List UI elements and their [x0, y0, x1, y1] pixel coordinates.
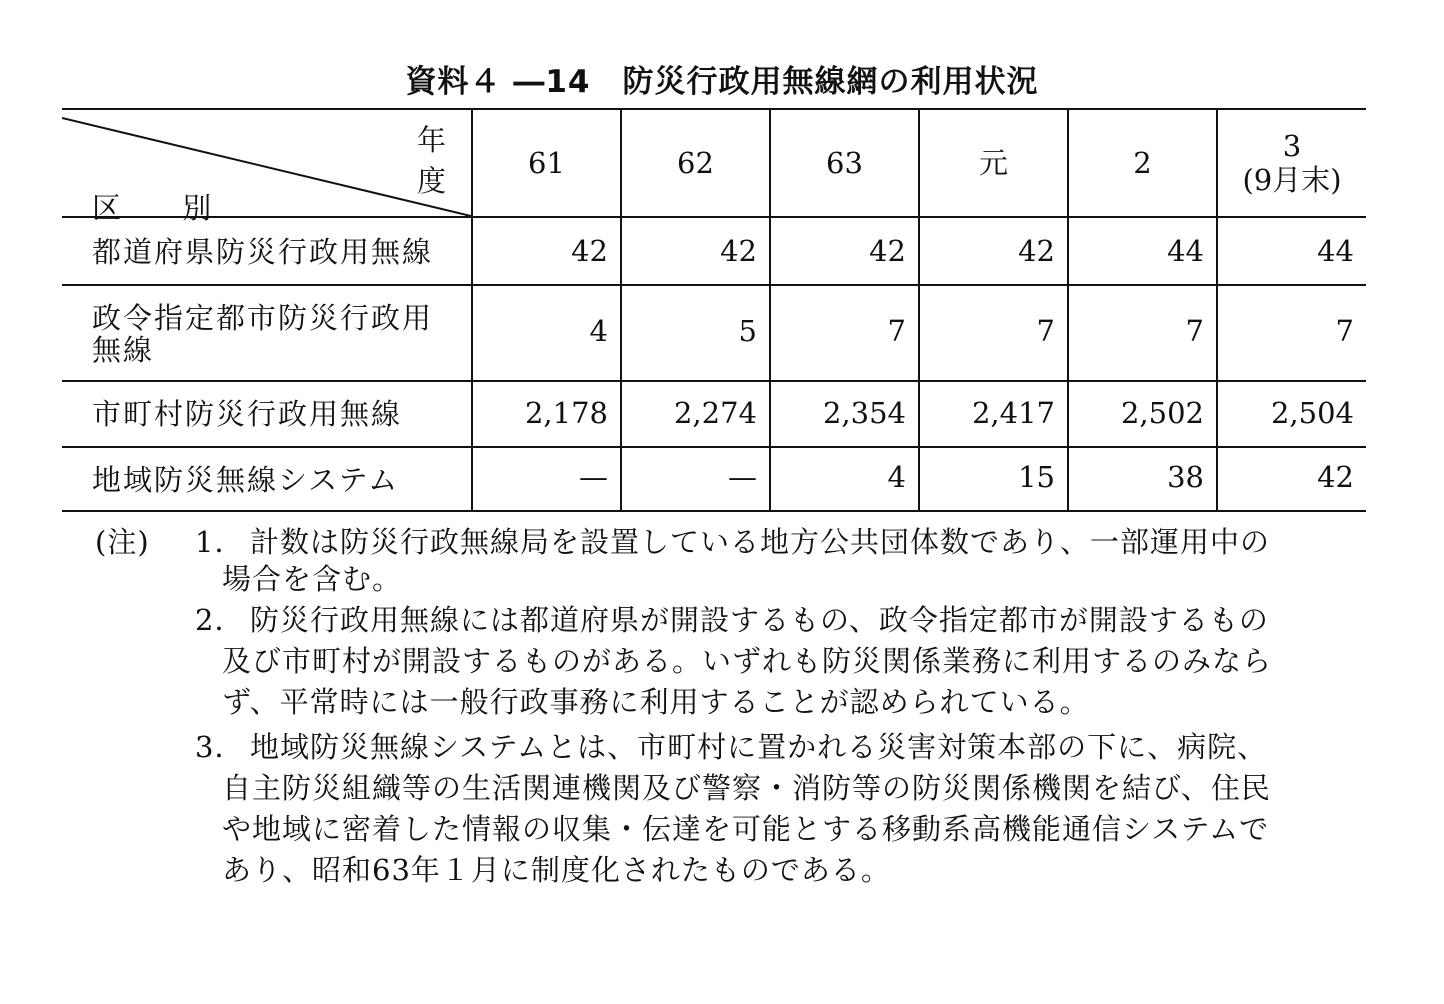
- note-line: 自主防災組織等の生活関連機関及び警察・消防等の防災関係機関を結び、住民: [222, 771, 1271, 805]
- year-main: 62: [677, 146, 714, 180]
- row-label-line: 地域防災無線システム: [92, 463, 400, 497]
- note-line: ず、平常時には一般行政事務に利用することが認められている。: [222, 685, 1090, 719]
- year-header-61: [473, 110, 620, 216]
- table-cell: 42: [720, 234, 757, 268]
- note-line: 及び市町村が開設するものがある。いずれも防災関係業務に利用するのみなら: [222, 644, 1273, 678]
- table-cell: 7: [1335, 314, 1354, 348]
- row-label-designated-city: [92, 302, 433, 366]
- table-cell: 2,354: [822, 396, 906, 430]
- year-main: 元: [978, 146, 1008, 180]
- year-header-gannen: [920, 110, 1067, 216]
- year-main: 63: [826, 146, 863, 180]
- table-cell: —: [579, 460, 608, 494]
- note-line: 計数は防災行政無線局を設置している地方公共団体数であり、一部運用中の: [250, 525, 1271, 559]
- note-line: 防災行政用無線には都道府県が開設するもの、政令指定都市が開設するもの: [250, 603, 1269, 637]
- year-header-63: [771, 110, 918, 216]
- table-cell: 4: [589, 314, 608, 348]
- year-sub: (9月末): [1242, 163, 1342, 197]
- row-label-prefectural: [92, 236, 433, 268]
- table-cell: 2,417: [971, 396, 1055, 430]
- note-line: 地域防災無線システムとは、市町村に置かれる災害対策本部の下に、病院、: [250, 730, 1268, 764]
- table-cell: 4: [887, 460, 906, 494]
- year-header-3: [1218, 110, 1366, 216]
- note-number: 3．: [195, 730, 245, 764]
- usage-table: [62, 108, 1366, 512]
- table-cell: 2,274: [673, 396, 757, 430]
- note-number: 2．: [195, 603, 245, 637]
- row-label-municipal: [92, 398, 402, 430]
- notes-prefix: (注): [95, 525, 150, 559]
- row-label-line: 市町村防災行政用無線: [92, 397, 403, 431]
- table-cell: 38: [1167, 460, 1204, 494]
- table-cell: 7: [887, 314, 906, 348]
- table-cell: 42: [1018, 234, 1055, 268]
- row-label-line: 無線: [92, 333, 155, 367]
- year-main: 2: [1133, 146, 1152, 180]
- row-label-regional: [92, 464, 399, 496]
- table-cell: 2,178: [524, 396, 608, 430]
- page-title: 資料４ ―14 防災行政用無線網の利用状況: [405, 64, 1039, 100]
- table-cell: 5: [738, 314, 757, 348]
- year-main: 3: [1282, 129, 1302, 163]
- year-header-2: [1069, 110, 1216, 216]
- row-label-line: 都道府県防災行政用無線: [92, 235, 434, 269]
- header-year-label: 年 度: [416, 123, 472, 198]
- table-cell: 44: [1317, 234, 1354, 268]
- note-line: や地域に密着した情報の収集・伝達を可能とする移動系高機能通信システムで: [222, 812, 1270, 846]
- table-cell: 15: [1018, 460, 1055, 494]
- year-main: 61: [528, 146, 565, 180]
- header-category-label: 区 別: [92, 191, 238, 225]
- table-cell: 42: [1317, 460, 1354, 494]
- table-cell: 44: [1167, 234, 1204, 268]
- year-header-62: [622, 110, 769, 216]
- table-cell: 7: [1036, 314, 1055, 348]
- table-cell: 2,504: [1270, 396, 1354, 430]
- table-cell: 42: [571, 234, 608, 268]
- table-cell: 2,502: [1120, 396, 1204, 430]
- table-cell: 7: [1185, 314, 1204, 348]
- row-label-line: 政令指定都市防災行政用: [92, 301, 434, 335]
- table-cell: —: [728, 460, 757, 494]
- note-line: あり、昭和63年１月に制度化されたものである。: [222, 853, 891, 887]
- note-number: 1．: [195, 525, 245, 559]
- table-cell: 42: [869, 234, 906, 268]
- note-line: 場合を含む。: [222, 562, 403, 596]
